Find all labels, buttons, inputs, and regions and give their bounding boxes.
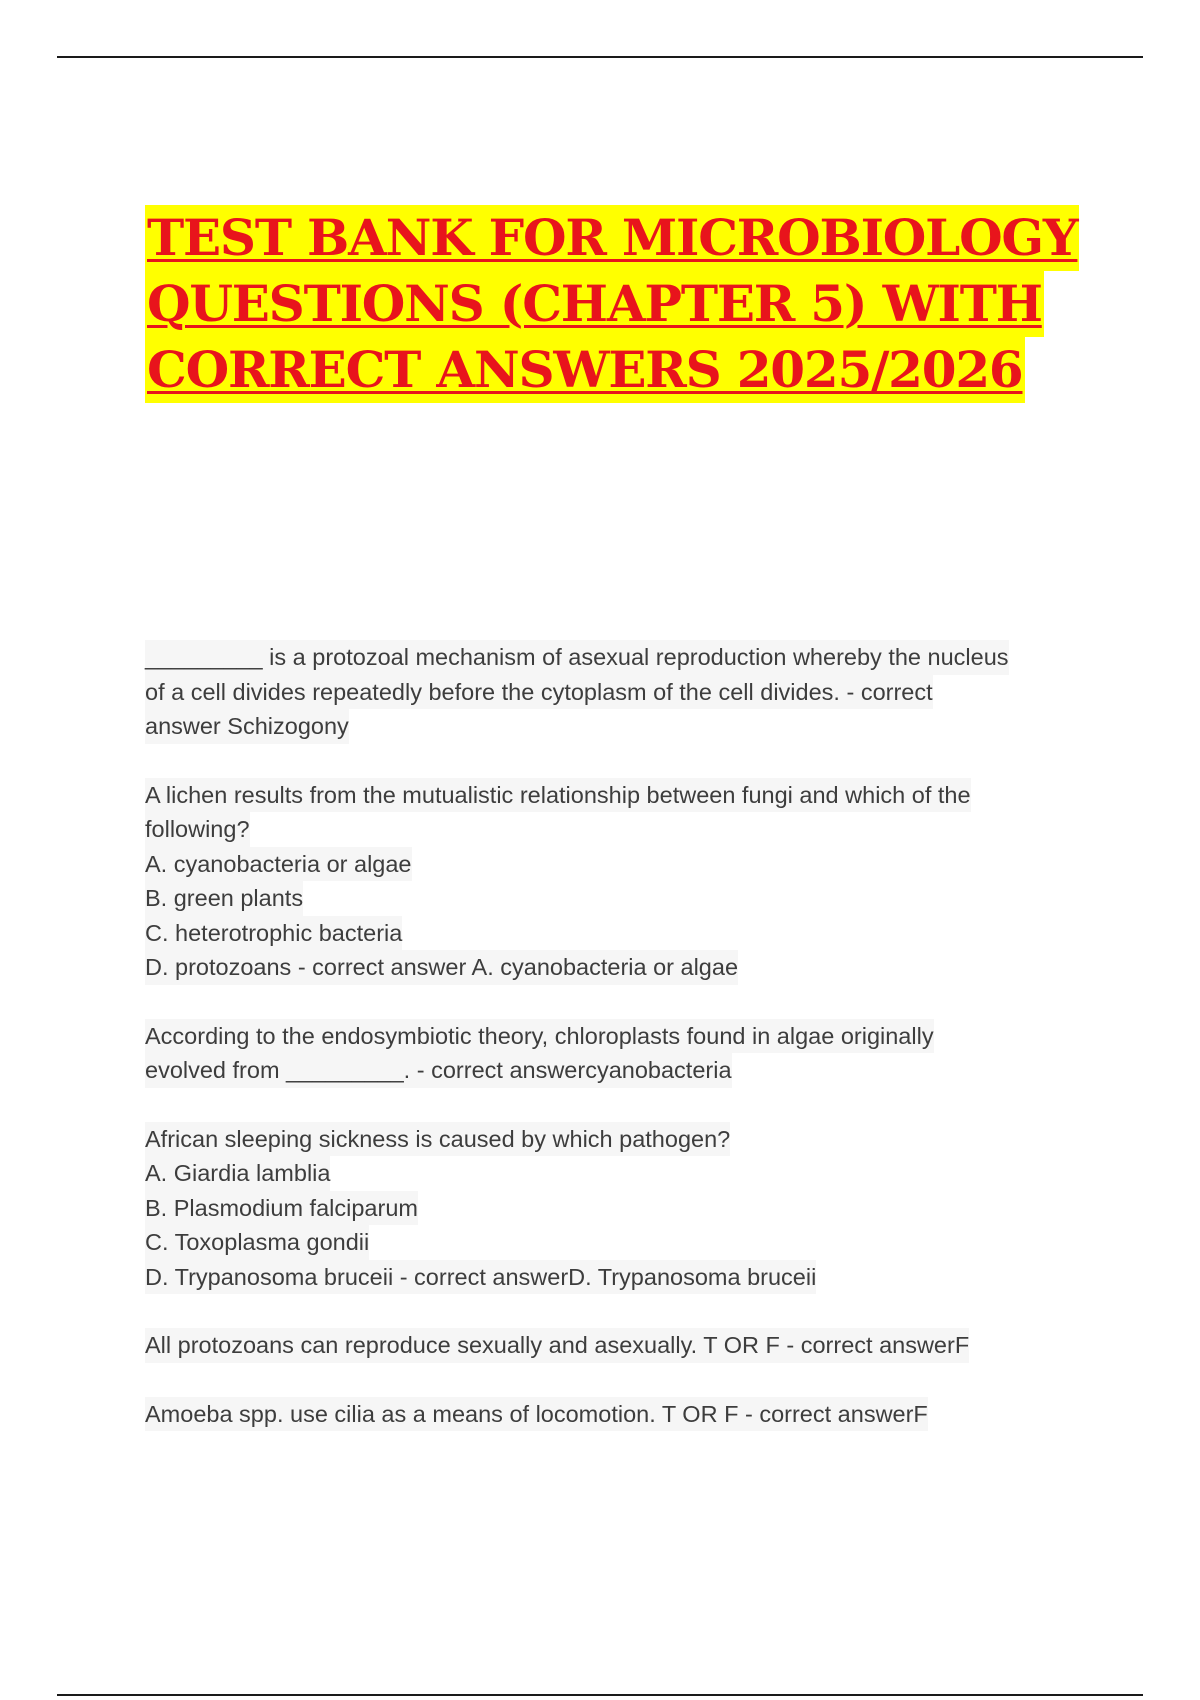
option-line: A. cyanobacteria or algae [145, 847, 412, 882]
question-text-line: African sleeping sickness is caused by which pathogen? [145, 1122, 730, 1157]
question-block [145, 640, 1095, 744]
option-line: A. Giardia lamblia [145, 1156, 330, 1191]
question-text-line: of a cell divides repeatedly before the cytoplasm of the cell divides. - correct [145, 675, 933, 710]
option-line: C. Toxoplasma gondii [145, 1225, 369, 1260]
answer-text-line: answer Schizogony [145, 709, 349, 744]
question-block [145, 1328, 1095, 1363]
answer-text-line: evolved from _________. - correct answercyanobacteria [145, 1053, 732, 1088]
answer-text-line: Amoeba spp. use cilia as a means of locomotion. T OR F - correct answerF [145, 1397, 928, 1432]
header-rule [57, 56, 1143, 58]
title-line: QUESTIONS (CHAPTER 5) WITH [145, 271, 1044, 337]
question-text-line: following? [145, 812, 250, 847]
answer-text-line: All protozoans can reproduce sexually and asexually. T OR F - correct answerF [145, 1328, 969, 1363]
question-block [145, 1397, 1095, 1432]
option-line: B. green plants [145, 881, 303, 916]
question-list [145, 640, 1095, 1465]
option-line: B. Plasmodium falciparum [145, 1191, 418, 1226]
answer-text-line: D. protozoans - correct answer A. cyanobacteria or algae [145, 950, 738, 985]
question-text-line: _________ is a protozoal mechanism of asexual reproduction whereby the nucleus [145, 640, 1009, 675]
document-title [145, 205, 1078, 403]
option-line: C. heterotrophic bacteria [145, 916, 402, 951]
question-text-line: A lichen results from the mutualistic relationship between fungi and which of the [145, 778, 971, 813]
question-block [145, 778, 1095, 985]
question-block [145, 1122, 1095, 1295]
question-block [145, 1019, 1095, 1088]
title-line: TEST BANK FOR MICROBIOLOGY [145, 205, 1079, 271]
title-line: CORRECT ANSWERS 2025/2026 [145, 337, 1025, 403]
footer-rule [57, 1694, 1143, 1696]
answer-text-line: D. Trypanosoma bruceii - correct answerD. Trypanosoma bruceii [145, 1260, 816, 1295]
question-text-line: According to the endosymbiotic theory, chloroplasts found in algae originally [145, 1019, 934, 1054]
